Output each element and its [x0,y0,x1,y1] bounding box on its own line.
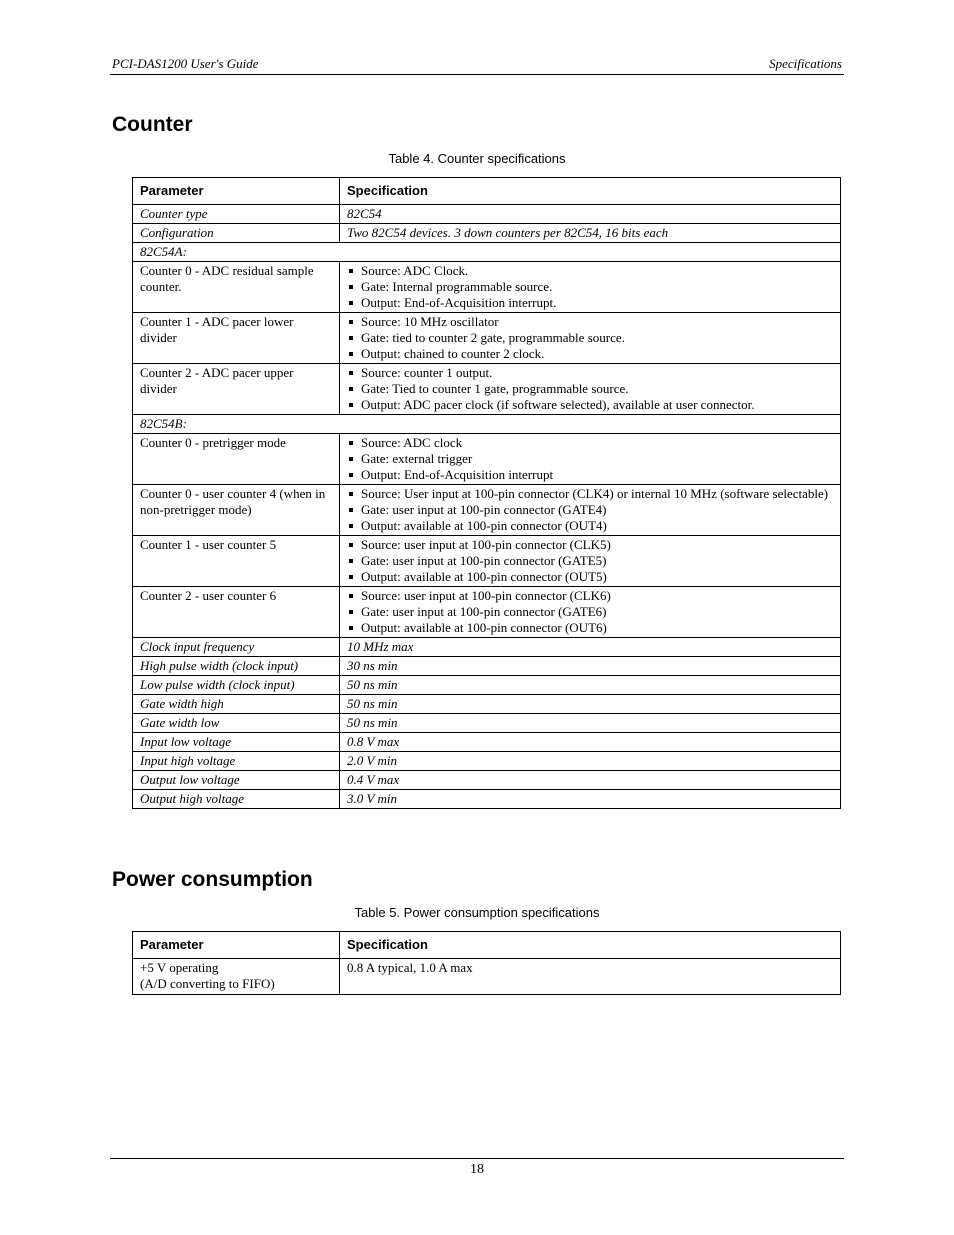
param-cell: High pulse width (clock input) [133,657,340,676]
bullet-list [347,435,833,483]
table-row [133,364,841,415]
spec-cell [340,434,841,485]
spec-cell: Two 82C54 devices. 3 down counters per 82C54, 16 bits each [340,224,841,243]
param-cell: Input low voltage [133,733,340,752]
bullet-list [347,588,833,636]
param-cell: Clock input frequency [133,638,340,657]
list-item: Gate: Internal programmable source. [347,279,833,295]
spec-cell [340,485,841,536]
param-line: (A/D converting to FIFO) [140,976,275,991]
group-label-82c54b: 82C54B: [133,415,841,434]
bullet-list [347,537,833,585]
table-row [133,224,841,243]
bullet-list [347,486,833,534]
param-cell: Gate width low [133,714,340,733]
list-item: Gate: tied to counter 2 gate, programmable source. [347,330,833,346]
spec-cell: 0.8 A typical, 1.0 A max [340,959,841,995]
table-row [133,771,841,790]
list-item: Source: user input at 100-pin connector (CLK6) [347,588,833,604]
table-row [133,733,841,752]
param-cell: Counter 2 - user counter 6 [133,587,340,638]
page-footer [110,1158,844,1178]
list-item: Output: End-of-Acquisition interrupt [347,467,833,483]
spec-cell: 82C54 [340,205,841,224]
bullet-list [347,365,833,413]
table-row [133,262,841,313]
spec-cell [340,536,841,587]
spec-cell: 50 ns min [340,714,841,733]
counter-heading: Counter [112,113,193,136]
table-row [133,714,841,733]
spec-cell: 50 ns min [340,676,841,695]
table-header-row [133,932,841,959]
param-cell: Counter 1 - user counter 5 [133,536,340,587]
page-header [110,54,844,75]
param-cell: Output low voltage [133,771,340,790]
table-row [133,752,841,771]
power-table-caption: Table 5. Power consumption specifications [354,905,600,920]
table-header-row [133,178,841,205]
table-row [133,485,841,536]
table-row [133,205,841,224]
spec-cell [340,587,841,638]
param-cell: Counter 0 - pretrigger mode [133,434,340,485]
spec-cell: 10 MHz max [340,638,841,657]
param-cell [133,959,340,995]
column-header-specification: Specification [340,178,841,205]
param-cell: Counter 0 - user counter 4 (when in non-pretrigger mode) [133,485,340,536]
spec-cell: 30 ns min [340,657,841,676]
list-item: Output: ADC pacer clock (if software selected), available at user connector. [347,397,833,413]
param-line: +5 V operating [140,960,219,975]
param-cell: Counter 1 - ADC pacer lower divider [133,313,340,364]
param-cell: Gate width high [133,695,340,714]
table-row [133,790,841,809]
spec-cell: 0.4 V max [340,771,841,790]
column-header-parameter: Parameter [133,932,340,959]
table-row [133,434,841,485]
list-item: Source: User input at 100-pin connector (CLK4) or internal 10 MHz (software selectable) [347,486,833,502]
list-item: Source: user input at 100-pin connector (CLK5) [347,537,833,553]
table-row [133,536,841,587]
table-row [133,587,841,638]
list-item: Output: available at 100-pin connector (OUT4) [347,518,833,534]
table-row [133,313,841,364]
param-cell: Configuration [133,224,340,243]
param-cell: Counter type [133,205,340,224]
param-cell: Counter 2 - ADC pacer upper divider [133,364,340,415]
list-item: Gate: user input at 100-pin connector (GATE4) [347,502,833,518]
section-name: Specifications [769,56,842,71]
spec-cell: 2.0 V min [340,752,841,771]
list-item: Source: counter 1 output. [347,365,833,381]
bullet-list [347,314,833,362]
bullet-list [347,263,833,311]
group-row [133,415,841,434]
list-item: Output: chained to counter 2 clock. [347,346,833,362]
list-item: Output: available at 100-pin connector (OUT5) [347,569,833,585]
counter-spec-table [132,177,841,809]
power-spec-table [132,931,841,995]
column-header-parameter: Parameter [133,178,340,205]
param-cell: Low pulse width (clock input) [133,676,340,695]
list-item: Output: available at 100-pin connector (OUT6) [347,620,833,636]
spec-cell: 0.8 V max [340,733,841,752]
group-row [133,243,841,262]
list-item: Source: 10 MHz oscillator [347,314,833,330]
table-row [133,695,841,714]
group-label-82c54a: 82C54A: [133,243,841,262]
counter-table-caption: Table 4. Counter specifications [388,151,566,166]
list-item: Source: ADC clock [347,435,833,451]
power-consumption-heading: Power consumption [112,868,313,891]
param-cell: Output high voltage [133,790,340,809]
table-row [133,657,841,676]
column-header-specification: Specification [340,932,841,959]
page-number: 18 [470,1162,484,1177]
param-cell: Input high voltage [133,752,340,771]
spec-cell [340,313,841,364]
table-row [133,959,841,995]
list-item: Gate: external trigger [347,451,833,467]
list-item: Gate: user input at 100-pin connector (GATE5) [347,553,833,569]
spec-cell: 50 ns min [340,695,841,714]
table-row [133,676,841,695]
spec-cell: 3.0 V min [340,790,841,809]
list-item: Source: ADC Clock. [347,263,833,279]
list-item: Gate: user input at 100-pin connector (GATE6) [347,604,833,620]
list-item: Gate: Tied to counter 1 gate, programmable source. [347,381,833,397]
param-cell: Counter 0 - ADC residual sample counter. [133,262,340,313]
document-title: PCI-DAS1200 User's Guide [112,56,259,71]
spec-cell [340,262,841,313]
spec-cell [340,364,841,415]
list-item: Output: End-of-Acquisition interrupt. [347,295,833,311]
table-row [133,638,841,657]
